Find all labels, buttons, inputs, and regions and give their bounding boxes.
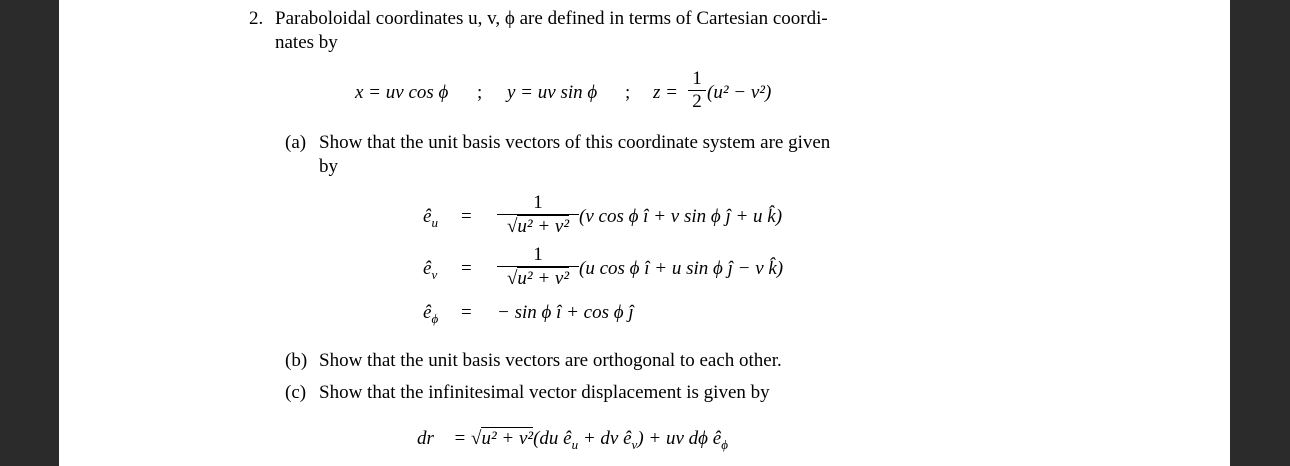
part-a-label: (a) [285,132,307,153]
displacement-sqrt: u² + v² [481,428,534,449]
part-a-line-2: by [319,156,338,177]
z-frac-numerator: 1 [692,68,702,89]
e-phi-equals: = [461,302,472,323]
e-v-numerator: 1 [533,244,543,265]
problem-number: 2. [249,8,264,29]
displacement-rhs: (du ê [533,428,572,449]
z-frac-denominator: 2 [688,90,706,113]
equation-y: y = uv sin ϕ [507,82,598,103]
equation-z-fraction [688,68,706,113]
e-u-lhs: $ê_u$ [423,206,438,230]
part-b-text: Show that the unit basis vectors are orthogonal to each other. [319,350,782,371]
e-u-denominator: √u² + v² [497,214,579,239]
e-u-fraction [497,192,579,239]
document-page [59,0,1230,466]
part-c-text: Show that the infinitesimal vector displacement is given by [319,382,770,403]
e-phi-lhs: $ê_\phi$ [423,302,439,326]
part-b-label: (b) [285,350,308,371]
displacement-lhs: dr⃗ = [417,428,467,449]
right-margin [1230,0,1290,466]
equation-z-rhs: (u² − v²) [707,82,772,103]
e-u-rhs: (v cos ϕ î + v sin ϕ ĵ + u k̂) [579,206,783,227]
e-v-equals: = [461,258,472,279]
e-u-numerator: 1 [533,192,543,213]
e-v-fraction [497,244,579,291]
part-a-line-1: Show that the unit basis vectors of this coordinate system are given [319,132,831,153]
e-v-denominator: √u² + v² [497,266,579,291]
separator-2: ; [625,82,631,103]
e-v-rhs: (u cos ϕ î + u sin ϕ ĵ − v k̂) [579,258,784,279]
intro-line-1: Paraboloidal coordinates u, v, ϕ are defined in terms of Cartesian coordi- [275,8,828,29]
intro-line-2: nates by [275,32,338,53]
e-phi-rhs: − sin ϕ î + cos ϕ ĵ [497,302,634,323]
left-margin [0,0,59,466]
displacement-equation: dr⃗ = √u² + v²(du $ê_u$ + dv $ê_v$) + uv dϕ $ê_\phi$ [417,428,728,452]
part-c-label: (c) [285,382,307,403]
equation-z-lhs: z = [653,82,678,103]
e-v-lhs: $ê_v$ [423,258,438,282]
separator-1: ; [477,82,483,103]
equation-x: x = uv cos ϕ [355,82,449,103]
e-u-equals: = [461,206,472,227]
